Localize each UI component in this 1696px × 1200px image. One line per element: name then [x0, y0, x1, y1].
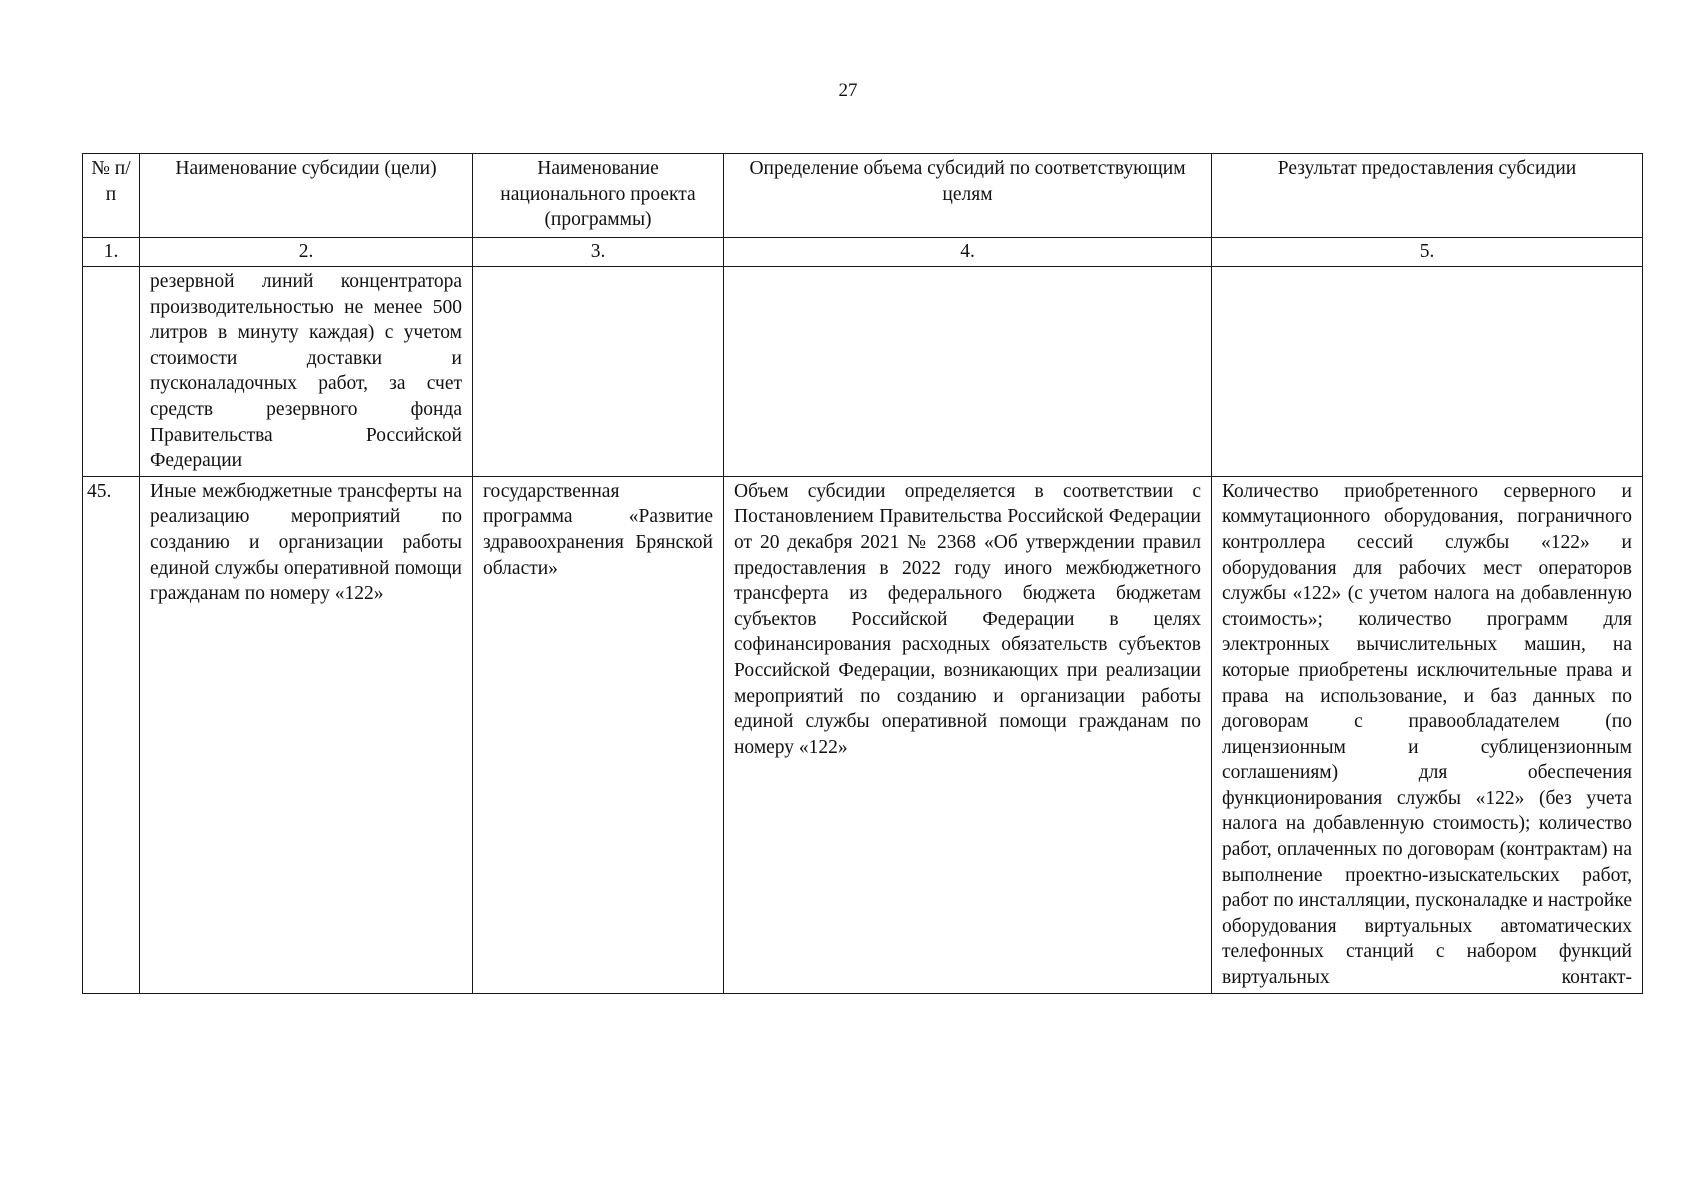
header-number: № п/п [83, 154, 140, 238]
subsidy-table [82, 153, 1643, 994]
result-cell [1212, 267, 1643, 477]
table-row [83, 267, 1643, 477]
row-number: 45. [83, 476, 140, 993]
column-number: 2. [140, 238, 473, 267]
page-number: 27 [838, 80, 858, 101]
column-number: 4. [724, 238, 1212, 267]
volume-definition-cell: Объем субсидии определяется в соответствии с Постановлением Правительства Российской Федерации от 20 декабря 2021 № 2368 «Об утверждении правил предоставления в 2022 году иного межбюджетного трансферта из федерального бюджета бюджетам субъектов Российской Федерации в целях софинансирования расходных обязательств субъектов Российской Федерации, возникающих при реализации мероприятий по созданию и организации работы единой службы оперативной помощи гражданам по номеру «122» [724, 476, 1212, 993]
header-result: Результат предоставления субсидии [1212, 154, 1643, 238]
column-number: 5. [1212, 238, 1643, 267]
table-header-row [83, 154, 1643, 238]
column-number-row [83, 238, 1643, 267]
header-volume-definition: Определение объема субсидий по соответствующим целям [724, 154, 1212, 238]
header-national-project: Наименование национального проекта (программы) [473, 154, 724, 238]
national-project-cell: государственная программа «Развитие здравоохранения Брянской области» [473, 476, 724, 993]
column-number: 1. [83, 238, 140, 267]
result-cell: Количество приобретенного серверного и коммутационного оборудования, пограничного контроллера сессий службы «122» и оборудования для рабочих мест операторов службы «122» (с учетом налога на добавленную стоимость»; количество программ для электронных вычислительных машин, на которые приобретены исключительные права и права на использование, и баз данных по договорам с правообладателем (по лицензионным и сублицензионным соглашениям) для обеспечения функционирования службы «122» (без учета налога на добавленную стоимость); количество работ, оплаченных по договорам (контрактам) на выполнение проектно-изыскательских работ, работ по инсталляции, пусконаладке и настройке оборудования виртуальных автоматических телефонных станций с набором функций виртуальных контакт- [1212, 476, 1643, 993]
volume-definition-cell [724, 267, 1212, 477]
header-subsidy-name: Наименование субсидии (цели) [140, 154, 473, 238]
subsidy-name-cell: Иные межбюджетные трансферты на реализацию мероприятий по созданию и организации работы единой службы оперативной помощи гражданам по номеру «122» [140, 476, 473, 993]
national-project-cell [473, 267, 724, 477]
subsidy-name-cell: резервной линий концентратора производительностью не менее 500 литров в минуту каждая) с учетом стоимости доставки и пусконаладочных работ, за счет средств резервного фонда Правительства Российской Федерации [140, 267, 473, 477]
row-number [83, 267, 140, 477]
column-number: 3. [473, 238, 724, 267]
table-row [83, 476, 1643, 993]
